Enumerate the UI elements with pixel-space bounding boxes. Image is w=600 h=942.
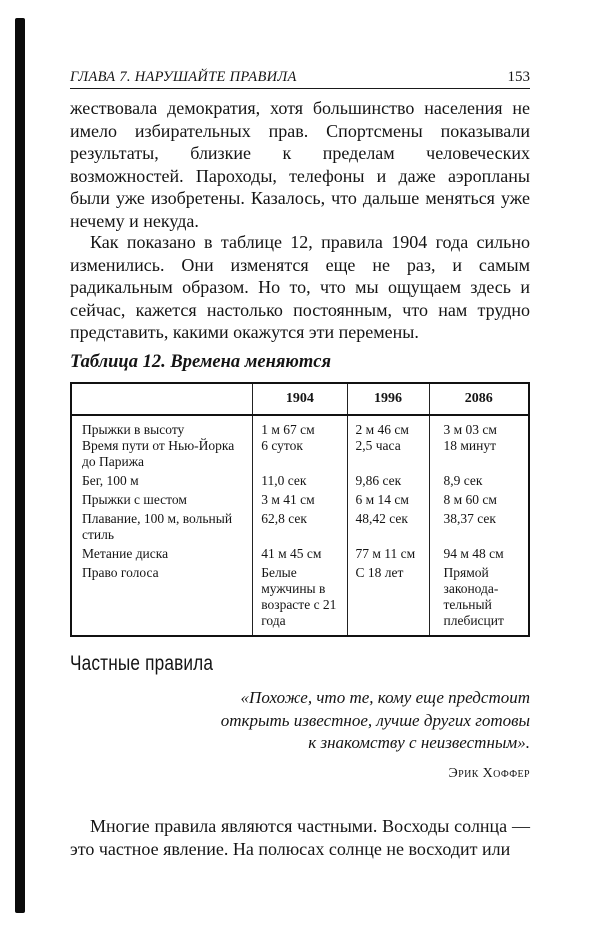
cell-1996: 6 м 14 см bbox=[347, 489, 429, 508]
table-caption: Таблица 12. Времена меняются bbox=[70, 352, 332, 372]
page-number: 153 bbox=[507, 69, 530, 85]
cell-1904: 11,0 сек bbox=[253, 470, 347, 489]
epigraph-quote bbox=[190, 687, 530, 755]
cell-1904: 62,8 сек bbox=[253, 508, 347, 543]
cell-1904: 3 м 41 см bbox=[253, 489, 347, 508]
table-header-row bbox=[71, 383, 529, 415]
cell-1904: 1 м 67 см bbox=[253, 415, 347, 438]
cell-2086: 8 м 60 см bbox=[429, 489, 529, 508]
cell-2086: 8,9 сек bbox=[429, 470, 529, 489]
epigraph-line: открыть известное, лучше других готовы bbox=[220, 710, 530, 730]
row-label: Прыжки в высоту bbox=[82, 422, 185, 437]
cell-1904: 6 суток bbox=[253, 438, 347, 470]
cell-1996: 9,86 сек bbox=[347, 470, 429, 489]
cell-2086: 94 м 48 см bbox=[429, 543, 529, 562]
row-label: Право голоса bbox=[82, 565, 159, 580]
table-row bbox=[71, 438, 529, 470]
cell-1904: Белые мужчины в возрасте с 21 года bbox=[253, 562, 347, 636]
cell-2086: Прямой законода-тельный плебисцит bbox=[429, 562, 529, 636]
section-heading: Частные правила bbox=[70, 652, 214, 675]
comparison-table bbox=[70, 382, 530, 637]
table-row bbox=[71, 543, 529, 562]
cell-1996: 77 м 11 см bbox=[347, 543, 429, 562]
table-row bbox=[71, 470, 529, 489]
epigraph-author: Эрик Хоффер bbox=[448, 766, 530, 781]
row-label: Бег, 100 м bbox=[82, 473, 139, 488]
paragraph-3: Многие правила являются частными. Восходы солнца — это частное явление. На полюсах солнце не восходит или bbox=[70, 816, 530, 859]
table-row bbox=[71, 415, 529, 438]
cell-2086: 38,37 сек bbox=[429, 508, 529, 543]
cell-1996: С 18 лет bbox=[347, 562, 429, 636]
paragraph-2: Как показано в таблице 12, правила 1904 года сильно изменились. Они изменятся еще не раз, и самым радикальным образом. Но то, что мы ощущаем здесь и сейчас, кажется настолько постоянным, что нам трудно представить, какими окажутся эти перемены. bbox=[70, 232, 530, 342]
row-label: Время пути от Нью-Йорка до Парижа bbox=[82, 438, 235, 469]
row-label: Прыжки с шестом bbox=[82, 492, 187, 507]
header-1904: 1904 bbox=[253, 383, 347, 415]
running-header bbox=[70, 66, 530, 89]
cell-2086: 3 м 03 см bbox=[429, 415, 529, 438]
cell-1996: 2 м 46 см bbox=[347, 415, 429, 438]
epigraph-line: «Похоже, что те, кому еще предстоит bbox=[240, 688, 530, 707]
book-spine-shadow bbox=[15, 18, 25, 913]
row-label: Плавание, 100 м, вольный стиль bbox=[82, 511, 233, 542]
epigraph-line: к знакомству с неизвестным». bbox=[308, 733, 530, 752]
row-label: Метание диска bbox=[82, 546, 169, 561]
header-1996: 1996 bbox=[347, 383, 429, 415]
cell-1996: 48,42 сек bbox=[347, 508, 429, 543]
cell-1904: 41 м 45 см bbox=[253, 543, 347, 562]
table-row bbox=[71, 562, 529, 636]
header-empty bbox=[71, 383, 253, 415]
table-row bbox=[71, 508, 529, 543]
table-row bbox=[71, 489, 529, 508]
paragraph-1: жествовала демократия, хотя большинство населения не имело избирательных прав. Спортсмены показывали результаты, близкие к пределам человеческих возможностей. Пароходы, телефоны и даже аэропланы были уже изобретены. Казалось, что дальше меняться уже нечему и некуда. bbox=[70, 98, 530, 231]
cell-2086: 18 минут bbox=[429, 438, 529, 470]
header-2086: 2086 bbox=[429, 383, 529, 415]
cell-1996: 2,5 часа bbox=[347, 438, 429, 470]
chapter-title: ГЛАВА 7. НАРУШАЙТЕ ПРАВИЛА bbox=[70, 69, 297, 85]
